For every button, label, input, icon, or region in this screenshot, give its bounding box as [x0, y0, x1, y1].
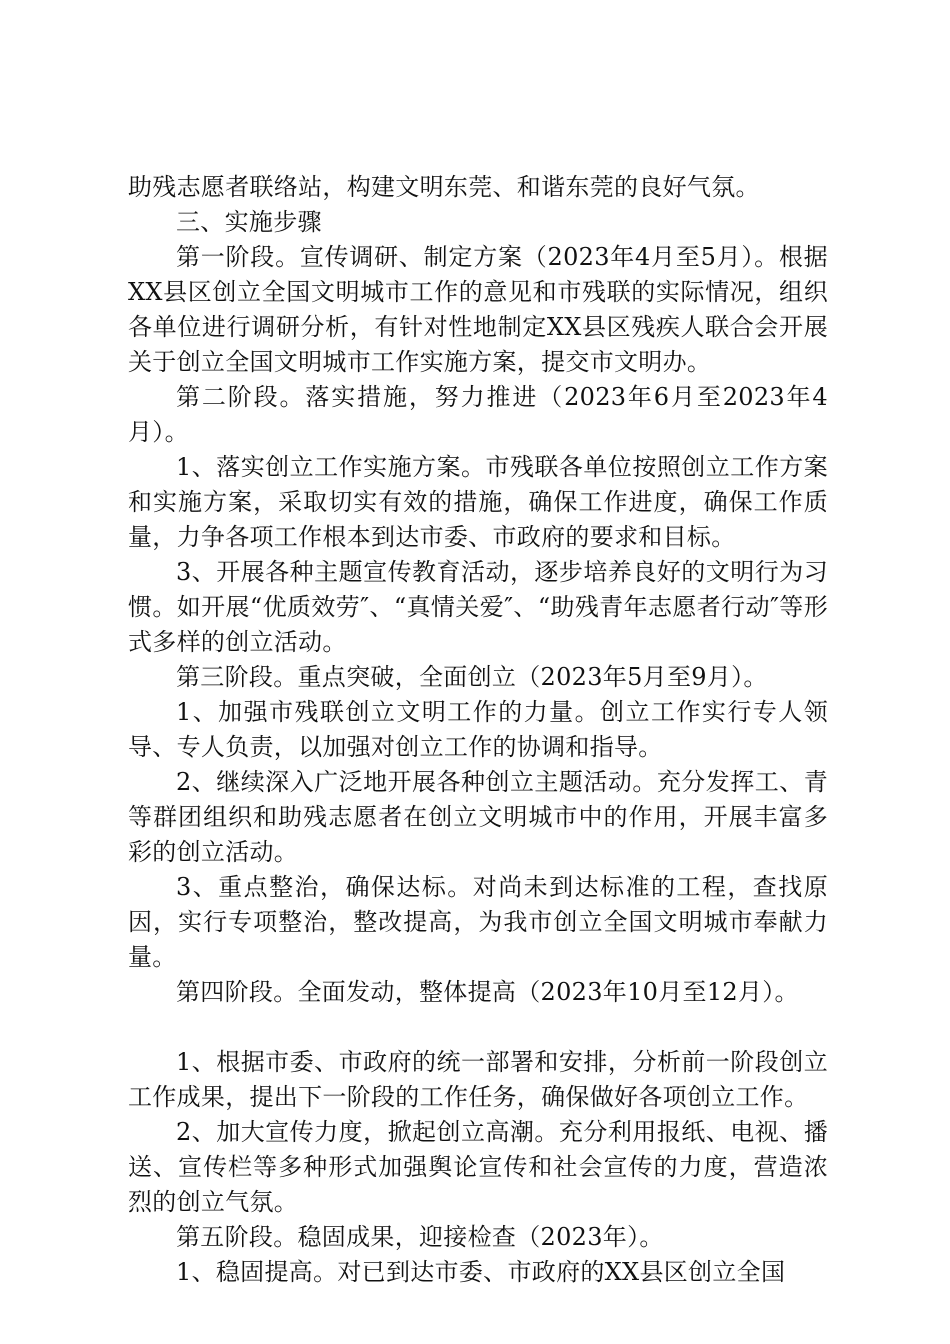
paragraph-stage-five: 第五阶段。稳固成果，迎接检查（2023年）。	[176, 1223, 664, 1251]
paragraph-stage-four-item-2: 2、加大宣传力度，掀起创立高潮。充分利用报纸、电视、播送、宣传栏等多种形式加强舆论宣传和社会宣传的力度，营造浓烈的创立气氛。	[128, 1118, 828, 1216]
document-body	[128, 170, 828, 1290]
paragraph-stage-four: 第四阶段。全面发动，整体提高（2023年10月至12月）。	[176, 978, 799, 1006]
paragraph-stage-three-item-1: 1、加强市残联创立文明工作的力量。创立工作实行专人领导、专人负责，以加强对创立工作的协调和指导。	[128, 698, 828, 761]
paragraph-continuation: 助残志愿者联络站，构建文明东莞、和谐东莞的良好气氛。	[128, 173, 760, 201]
paragraph-stage-two-item-1: 1、落实创立工作实施方案。市残联各单位按照创立工作方案和实施方案，采取切实有效的措施，确保工作进度，确保工作质量，力争各项工作根本到达市委、市政府的要求和目标。	[128, 453, 828, 551]
paragraph-gap	[128, 1010, 828, 1045]
paragraph-stage-four-item-1: 1、根据市委、市政府的统一部署和安排，分析前一阶段创立工作成果，提出下一阶段的工作任务，确保做好各项创立工作。	[128, 1048, 828, 1111]
paragraph-stage-three: 第三阶段。重点突破，全面创立（2023年5月至9月）。	[176, 663, 768, 691]
paragraph-stage-five-item-1: 1、稳固提高。对已到达市委、市政府的XX县区创立全国	[176, 1258, 786, 1286]
paragraph-stage-three-item-3: 3、重点整治，确保达标。对尚未到达标准的工程，查找原因，实行专项整治，整改提高，为我市创立全国文明城市奉献力量。	[128, 873, 828, 971]
paragraph-stage-two: 第二阶段。落实措施，努力推进（2023年6月至2023年4月）。	[128, 383, 828, 446]
section-heading-implementation-steps: 三、实施步骤	[176, 208, 322, 236]
paragraph-stage-three-item-2: 2、继续深入广泛地开展各种创立主题活动。充分发挥工、青等群团组织和助残志愿者在创立文明城市中的作用，开展丰富多彩的创立活动。	[128, 768, 828, 866]
paragraph-stage-one: 第一阶段。宣传调研、制定方案（2023年4月至5月）。根据XX县区创立全国文明城市工作的意见和市残联的实际情况，组织各单位进行调研分析，有针对性地制定XX县区残疾人联合会开展关于创立全国文明城市工作实施方案，提交市文明办。	[128, 243, 828, 376]
paragraph-stage-two-item-3: 3、开展各种主题宣传教育活动，逐步培养良好的文明行为习惯。如开展“优质效劳″、“真情关爱″、“助残青年志愿者行动″等形式多样的创立活动。	[128, 558, 828, 656]
